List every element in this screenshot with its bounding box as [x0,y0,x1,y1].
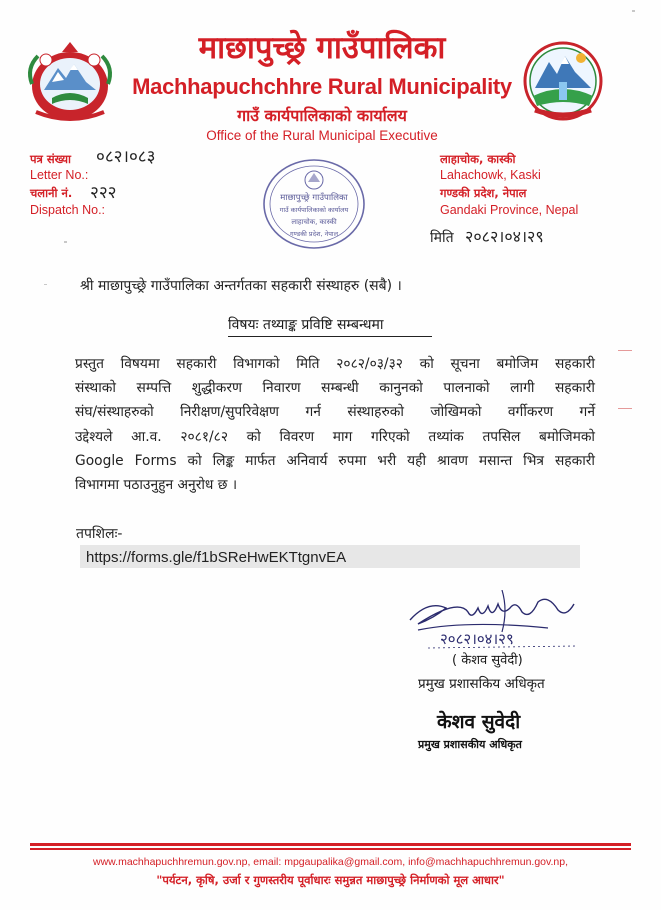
google-form-link[interactable]: https://forms.gle/f1bSReHwEKTtgnvEA [86,549,347,566]
footer-rule-thick [30,843,631,846]
margin-speck [64,241,67,243]
seal-line-3: लाहाचोक, कास्की [291,218,337,226]
footer-motto: "पर्यटन, कृषि, उर्जा र गुणस्तरीय पूर्वाधारः समुन्नत माछापुच्छ्रे निर्माणको मूल आधार" [156,873,505,887]
municipality-title-np: माछापुच्छ्रे गाउँपालिका [198,30,446,66]
municipality-logo [515,38,611,124]
seal-line-4: गण्डकी प्रदेश, नेपाल [289,230,339,238]
signature-date: २०८२।०४।२९ [440,630,514,648]
dispatch-no-label-np: चलानी नं. [30,186,73,200]
subject-line: विषयः तथ्याङ्क प्रविष्टि सम्बन्धमा [228,317,384,333]
tapasil-label: तपशिलः- [76,526,123,542]
date-label: मिति [430,230,454,246]
body-line: उद्देश्यले आ.व. २०८१/८२ को विवरण माग गरिएको तथ्यांक तपसिल बमोजिमको [75,428,595,445]
office-title-np: गाउँ कार्यपालिकाको कार्यालय [237,106,407,125]
margin-speck [44,284,47,285]
address-en: Lahachowk, Kaski [440,168,541,182]
province-np: गण्डकी प्रदेश, नेपाल [440,186,527,200]
letter-no-label-np: पत्र संख्या [30,152,72,166]
body-line: विभागमा पठाउनुहुन अनुरोध छ । [75,477,238,494]
body-line: संस्थाको सम्पत्ति शुद्धीकरण निवारण सम्बन्धी कानुनको पालनाको लागी सहकारी [75,380,595,397]
dispatch-no-value: २२२ [90,183,117,203]
body-line: संघ/संस्थाहरुको निरीक्षण/सुपरिवेक्षण गर्न संस्थाहरुको जोखिमको वर्गीकरण गर्ने [75,404,595,421]
seal-line-1: माछापुच्छ्रे गाउँपालिका [280,193,348,203]
signatory-name: ( केशव सुवेदी) [452,653,523,668]
title-stamp: प्रमुख प्रशासकीय अधिकृत [418,738,522,751]
letter-no-label-en: Letter No.: [30,168,89,182]
margin-speck [632,10,635,12]
margin-speck [618,408,632,409]
body-paragraph [75,352,595,497]
body-line: प्रस्तुत विषयमा सहकारी विभागको मिति २०८२/०३/३२ को सूचना बमोजिम सहकारी [75,356,595,372]
address-np: लाहाचोक, कास्की [440,152,516,166]
body-line: Google Forms को लिङ्क मार्फत अनिवार्य रुपमा भरी यही श्रावण मसान्त भित्र सहकारी [75,452,595,469]
name-stamp: केशव सुवेदी [437,711,521,733]
footer-contact: www.machhapuchhremun.gov.np, email: mpgaupalika@gmail.com, info@machhapuchhremun.gov.np, [92,856,568,868]
date-value: २०८२।०४।२९ [465,227,544,246]
footer-rule-thin [30,848,631,850]
dispatch-no-label-en: Dispatch No.: [30,203,106,217]
recipient-line: श्री माछापुच्छ्रे गाउँपालिका अन्तर्गतका सहकारी संस्थाहरु (सबै) । [80,278,402,294]
municipality-title-en: Machhapuchchhre Rural Municipality [132,74,512,99]
signatory-title: प्रमुख प्रशासकिय अधिकृत [418,676,545,692]
letter-no-value: ०८२।०८३ [96,147,156,167]
office-title-en: Office of the Rural Municipal Executive [206,128,438,143]
province-en: Gandaki Province, Nepal [440,203,579,217]
subject-underline [228,336,432,337]
seal-line-2: गाउँ कार्यपालिकाको कार्यालय [279,206,349,214]
office-seal-stamp [262,158,366,250]
nepal-emblem-logo [22,38,118,124]
margin-speck [618,350,632,351]
